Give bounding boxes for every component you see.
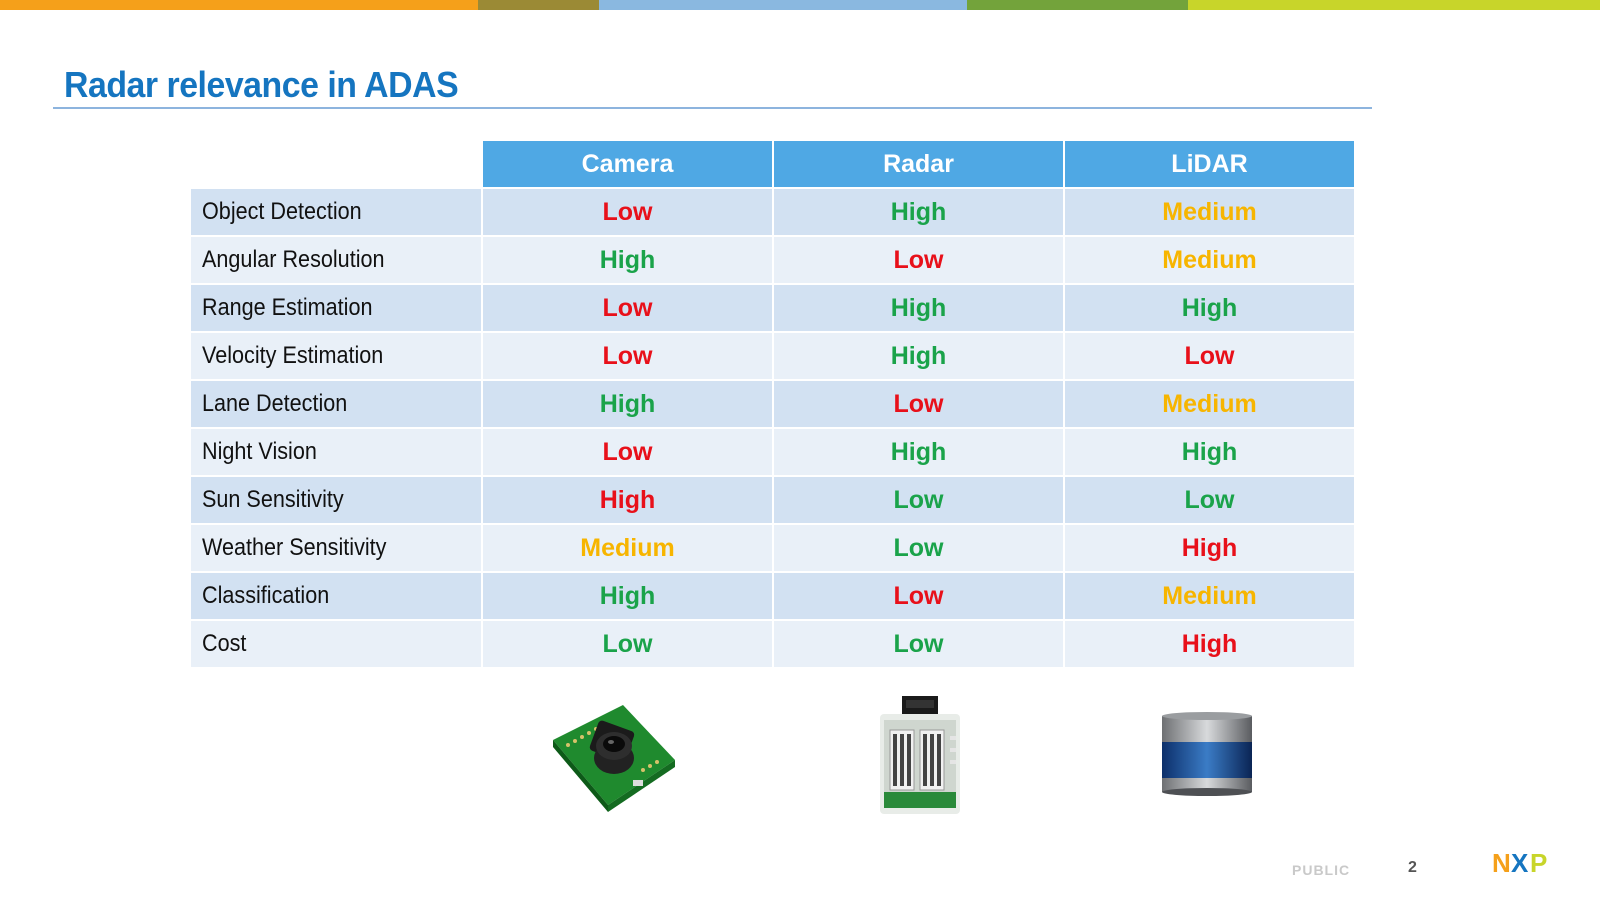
rating-cell-radar: Low xyxy=(774,477,1063,523)
table-row xyxy=(191,333,1354,379)
nxp-logo xyxy=(1492,850,1558,876)
row-label xyxy=(191,621,481,667)
rating-cell-lidar: Medium xyxy=(1065,237,1354,283)
rating-cell-lidar: Medium xyxy=(1065,381,1354,427)
top-bar-segment-green xyxy=(967,0,1188,10)
top-bar-segment-blue xyxy=(599,0,967,10)
table-header-row xyxy=(191,141,1354,187)
top-bar-segment-orange xyxy=(0,0,478,10)
column-header-lidar: LiDAR xyxy=(1065,141,1354,187)
rating-cell-lidar: Low xyxy=(1065,333,1354,379)
rating-cell-radar: Low xyxy=(774,621,1063,667)
row-label xyxy=(191,333,481,379)
table-row xyxy=(191,573,1354,619)
table-row xyxy=(191,621,1354,667)
rating-cell-radar: High xyxy=(774,189,1063,235)
column-header-camera: Camera xyxy=(483,141,772,187)
camera-module-image xyxy=(533,700,683,820)
row-label-text: Weather Sensitivity xyxy=(202,534,387,561)
top-color-bar xyxy=(0,0,1600,10)
rating-cell-camera: Low xyxy=(483,333,772,379)
rating-cell-lidar: High xyxy=(1065,621,1354,667)
table-row xyxy=(191,525,1354,571)
rating-cell-lidar: High xyxy=(1065,285,1354,331)
svg-text:N: N xyxy=(1492,850,1511,876)
rating-cell-camera: Low xyxy=(483,189,772,235)
table-row xyxy=(191,285,1354,331)
row-label-text: Night Vision xyxy=(202,438,317,465)
radar-module-image xyxy=(876,696,968,816)
classification-label: PUBLIC xyxy=(1292,862,1351,878)
rating-cell-radar: Low xyxy=(774,573,1063,619)
header-corner xyxy=(191,141,481,187)
row-label-text: Angular Resolution xyxy=(202,246,385,273)
rating-cell-radar: Low xyxy=(774,525,1063,571)
svg-text:P: P xyxy=(1530,850,1548,876)
svg-text:X: X xyxy=(1511,850,1529,876)
rating-cell-lidar: Low xyxy=(1065,477,1354,523)
row-label-text: Classification xyxy=(202,582,330,609)
row-label-text: Sun Sensitivity xyxy=(202,486,344,513)
table-row xyxy=(191,429,1354,475)
row-label-text: Lane Detection xyxy=(202,390,348,417)
rating-cell-radar: Low xyxy=(774,237,1063,283)
rating-cell-camera: Low xyxy=(483,621,772,667)
row-label-text: Range Estimation xyxy=(202,294,373,321)
rating-cell-lidar: Medium xyxy=(1065,573,1354,619)
rating-cell-camera: Medium xyxy=(483,525,772,571)
row-label xyxy=(191,189,481,235)
top-bar-segment-olive xyxy=(478,0,599,10)
row-label-text: Object Detection xyxy=(202,198,362,225)
row-label-text: Velocity Estimation xyxy=(202,342,384,369)
row-label xyxy=(191,525,481,571)
table-row xyxy=(191,189,1354,235)
rating-cell-camera: Low xyxy=(483,429,772,475)
comparison-table xyxy=(189,139,1356,669)
row-label xyxy=(191,285,481,331)
slide-title: Radar relevance in ADAS xyxy=(64,64,459,105)
column-header-radar: Radar xyxy=(774,141,1063,187)
table-row xyxy=(191,237,1354,283)
rating-cell-camera: High xyxy=(483,381,772,427)
rating-cell-camera: High xyxy=(483,573,772,619)
rating-cell-camera: High xyxy=(483,237,772,283)
row-label xyxy=(191,477,481,523)
title-underline xyxy=(53,107,1372,109)
row-label xyxy=(191,573,481,619)
rating-cell-camera: Low xyxy=(483,285,772,331)
rating-cell-lidar: Medium xyxy=(1065,189,1354,235)
top-bar-segment-lime xyxy=(1188,0,1600,10)
rating-cell-lidar: High xyxy=(1065,525,1354,571)
row-label xyxy=(191,381,481,427)
row-label xyxy=(191,237,481,283)
row-label xyxy=(191,429,481,475)
table-row xyxy=(191,381,1354,427)
rating-cell-radar: High xyxy=(774,285,1063,331)
row-label-text: Cost xyxy=(202,630,247,657)
page-number: 2 xyxy=(1408,859,1417,876)
rating-cell-radar: High xyxy=(774,429,1063,475)
rating-cell-radar: High xyxy=(774,333,1063,379)
lidar-sensor-image xyxy=(1160,712,1254,798)
table-row xyxy=(191,477,1354,523)
rating-cell-camera: High xyxy=(483,477,772,523)
rating-cell-radar: Low xyxy=(774,381,1063,427)
rating-cell-lidar: High xyxy=(1065,429,1354,475)
